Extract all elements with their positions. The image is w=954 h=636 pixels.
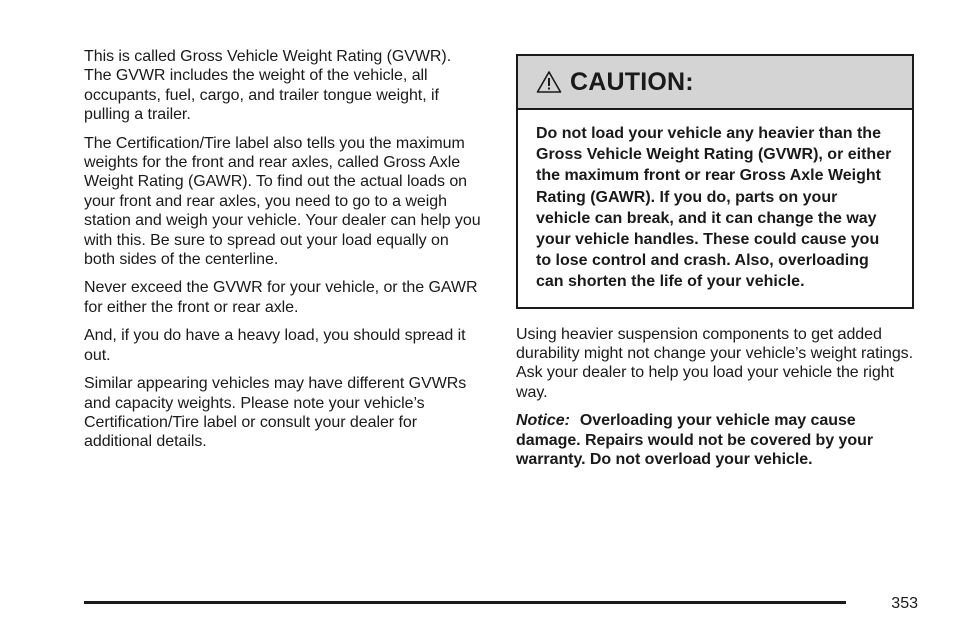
- warning-triangle-icon: [536, 70, 562, 94]
- notice: [516, 411, 918, 469]
- caution-title: CAUTION:: [570, 67, 694, 96]
- right-column: [516, 54, 918, 478]
- paragraph-never-exceed: Never exceed the GVWR for your vehicle, or the GAWR for either the front or rear axle.: [84, 279, 478, 316]
- caution-box: [516, 54, 914, 309]
- caution-body: Do not load your vehicle any heavier than the Gross Vehicle Weight Rating (GVWR), or either the maximum front or rear Gross Axle Weight Rating (GAWR). If you do, parts on your vehicle can break, and it can change the way your vehicle handles. These could cause you to lose control and crash. Also, overloading can shorten the life of your vehicle.: [536, 125, 892, 291]
- paragraph-gvwr: This is called Gross Vehicle Weight Rating (GVWR). The GVWR includes the weight of the vehicle, all occupants, fuel, cargo, and trailer tongue weight, if pulling a trailer.: [84, 48, 452, 124]
- notice-text: Overloading your vehicle may cause damage. Repairs would not be covered by your warranty. Do not overload your vehicle.: [516, 412, 873, 469]
- paragraph-gawr: The Certification/Tire label also tells you the maximum weights for the front and rear axles, called Gross Axle Weight Rating (GAWR). To find out the actual loads on your front and rear axles, you need to go to a weigh station and weigh your vehicle. Your dealer can help you with this. Be sure to spread out your load equally on both sides of the centerline.: [84, 134, 481, 269]
- notice-label: Notice:: [516, 412, 570, 430]
- paragraph-heavy-load: And, if you do have a heavy load, you should spread it out.: [84, 327, 466, 364]
- left-column: [84, 47, 482, 461]
- paragraph-suspension: Using heavier suspension components to get added durability might not change your vehicle’s weight ratings. Ask your dealer to help you load your vehicle the right way.: [516, 325, 914, 401]
- caution-header: [518, 56, 912, 110]
- page-number: 353: [891, 595, 918, 612]
- footer-rule: [84, 601, 846, 604]
- paragraph-similar-vehicles: Similar appearing vehicles may have different GVWRs and capacity weights. Please note your vehicle’s Certification/Tire label or consult your dealer for additional details.: [84, 375, 467, 451]
